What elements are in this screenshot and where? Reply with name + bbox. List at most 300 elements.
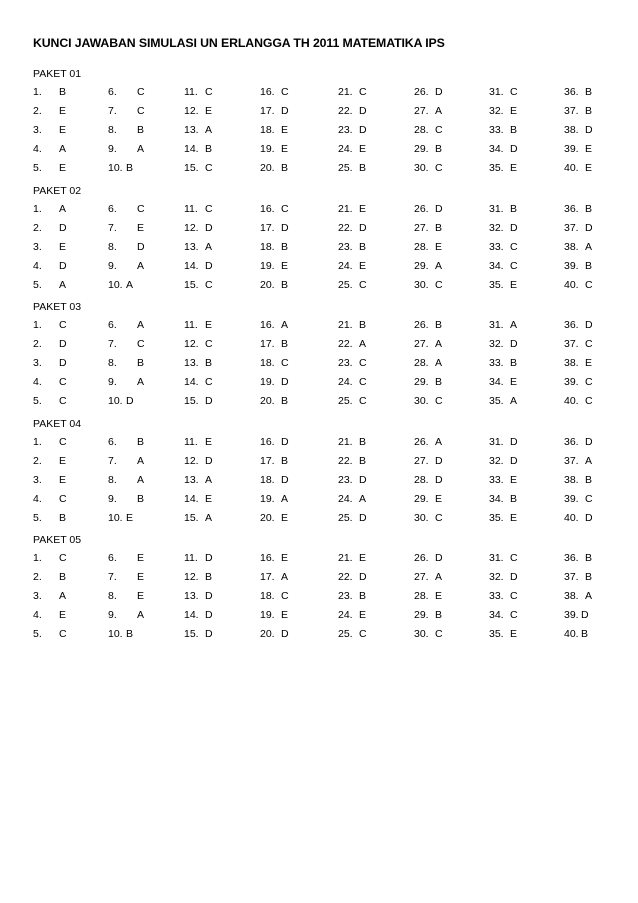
question-number: 9. bbox=[108, 260, 117, 272]
answer-letter: D bbox=[581, 609, 589, 621]
question-number: 10. bbox=[108, 162, 123, 174]
question-number: 16. bbox=[260, 203, 275, 215]
question-number: 40. bbox=[564, 395, 579, 407]
question-number: 2. bbox=[33, 571, 42, 583]
question-number: 36. bbox=[564, 203, 579, 215]
question-number: 7. bbox=[108, 338, 117, 350]
answer-letter: E bbox=[510, 512, 518, 524]
answer-letter: C bbox=[359, 395, 367, 407]
answer-row bbox=[33, 121, 613, 140]
answer-letter: B bbox=[510, 357, 518, 369]
answer-letter: E bbox=[126, 512, 134, 524]
answer-letter: E bbox=[205, 319, 213, 331]
answer-letter: E bbox=[137, 571, 145, 583]
question-number: 20. bbox=[260, 279, 275, 291]
answer-letter: B bbox=[137, 436, 145, 448]
answer-letter: C bbox=[435, 279, 443, 291]
answer-letter: B bbox=[281, 241, 289, 253]
answer-letter: B bbox=[510, 124, 518, 136]
question-number: 10. bbox=[108, 512, 123, 524]
question-number: 36. bbox=[564, 319, 579, 331]
answer-letter: A bbox=[137, 319, 145, 331]
answer-letter: E bbox=[281, 260, 289, 272]
answer-letter: C bbox=[585, 338, 593, 350]
answer-letter: D bbox=[585, 512, 593, 524]
answer-letter: B bbox=[359, 436, 367, 448]
answer-letter: A bbox=[510, 319, 518, 331]
answer-letter: E bbox=[510, 628, 518, 640]
answer-letter: C bbox=[137, 105, 145, 117]
question-number: 9. bbox=[108, 376, 117, 388]
question-number: 37. bbox=[564, 455, 579, 467]
question-number: 16. bbox=[260, 436, 275, 448]
question-number: 1. bbox=[33, 436, 42, 448]
answer-letter: B bbox=[435, 319, 443, 331]
question-number: 40. bbox=[564, 162, 579, 174]
answer-letter: C bbox=[359, 279, 367, 291]
question-number: 31. bbox=[489, 436, 504, 448]
question-number: 30. bbox=[414, 628, 429, 640]
question-number: 30. bbox=[414, 512, 429, 524]
question-number: 5. bbox=[33, 279, 42, 291]
answer-letter: E bbox=[137, 552, 145, 564]
question-number: 27. bbox=[414, 455, 429, 467]
question-number: 20. bbox=[260, 162, 275, 174]
answer-letter: E bbox=[510, 376, 518, 388]
answer-row bbox=[33, 471, 613, 490]
paket-label: PAKET 05 bbox=[33, 534, 82, 546]
question-number: 27. bbox=[414, 222, 429, 234]
answer-letter: D bbox=[510, 436, 518, 448]
question-number: 15. bbox=[184, 162, 199, 174]
question-number: 22. bbox=[338, 105, 353, 117]
question-number: 7. bbox=[108, 571, 117, 583]
question-number: 27. bbox=[414, 571, 429, 583]
question-number: 13. bbox=[184, 241, 199, 253]
question-number: 18. bbox=[260, 124, 275, 136]
question-number: 5. bbox=[33, 395, 42, 407]
answer-letter: C bbox=[59, 376, 67, 388]
answer-letter: E bbox=[510, 279, 518, 291]
answer-letter: B bbox=[581, 628, 589, 640]
answer-letter: A bbox=[126, 279, 134, 291]
answer-letter: B bbox=[281, 338, 289, 350]
question-number: 2. bbox=[33, 222, 42, 234]
answer-letter: C bbox=[137, 338, 145, 350]
question-number: 23. bbox=[338, 474, 353, 486]
question-number: 17. bbox=[260, 222, 275, 234]
answer-letter: C bbox=[59, 552, 67, 564]
answer-letter: D bbox=[281, 628, 289, 640]
answer-letter: B bbox=[359, 319, 367, 331]
question-number: 33. bbox=[489, 474, 504, 486]
question-number: 5. bbox=[33, 162, 42, 174]
answer-letter: E bbox=[585, 357, 593, 369]
answer-letter: D bbox=[585, 124, 593, 136]
question-number: 1. bbox=[33, 86, 42, 98]
answer-row bbox=[33, 606, 613, 625]
question-number: 12. bbox=[184, 455, 199, 467]
answer-letter: A bbox=[59, 279, 67, 291]
answer-letter: A bbox=[137, 455, 145, 467]
question-number: 6. bbox=[108, 203, 117, 215]
question-number: 11. bbox=[184, 552, 198, 564]
answer-letter: C bbox=[59, 319, 67, 331]
answer-row bbox=[33, 219, 613, 238]
answer-letter: B bbox=[585, 203, 593, 215]
answer-letter: A bbox=[359, 338, 367, 350]
question-number: 36. bbox=[564, 86, 579, 98]
answer-letter: C bbox=[510, 260, 518, 272]
answer-row bbox=[33, 625, 613, 644]
question-number: 20. bbox=[260, 628, 275, 640]
answer-letter: C bbox=[510, 241, 518, 253]
answer-letter: D bbox=[510, 338, 518, 350]
question-number: 35. bbox=[489, 512, 504, 524]
paket-block bbox=[33, 66, 613, 178]
question-number: 31. bbox=[489, 86, 504, 98]
answer-letter: B bbox=[585, 105, 593, 117]
question-number: 14. bbox=[184, 493, 199, 505]
answer-letter: A bbox=[359, 493, 367, 505]
answer-letter: B bbox=[510, 203, 518, 215]
question-number: 13. bbox=[184, 357, 199, 369]
question-number: 24. bbox=[338, 260, 353, 272]
question-number: 4. bbox=[33, 143, 42, 155]
answer-letter: E bbox=[59, 609, 67, 621]
answer-letter: E bbox=[137, 590, 145, 602]
answer-row bbox=[33, 238, 613, 257]
answer-letter: D bbox=[359, 124, 367, 136]
question-number: 8. bbox=[108, 357, 117, 369]
answer-letter: D bbox=[59, 357, 67, 369]
question-number: 1. bbox=[33, 203, 42, 215]
question-number: 37. bbox=[564, 222, 579, 234]
question-number: 32. bbox=[489, 222, 504, 234]
question-number: 25. bbox=[338, 512, 353, 524]
answer-letter: E bbox=[205, 493, 213, 505]
question-number: 14. bbox=[184, 609, 199, 621]
question-number: 19. bbox=[260, 376, 275, 388]
answer-row bbox=[33, 200, 613, 219]
answer-row bbox=[33, 509, 613, 528]
answer-letter: C bbox=[205, 338, 213, 350]
answer-letter: C bbox=[435, 124, 443, 136]
question-number: 15. bbox=[184, 628, 199, 640]
answer-letter: E bbox=[359, 552, 367, 564]
paket-block bbox=[33, 532, 613, 644]
answer-letter: D bbox=[585, 319, 593, 331]
answer-letter: D bbox=[359, 571, 367, 583]
answer-letter: B bbox=[359, 162, 367, 174]
question-number: 17. bbox=[260, 455, 275, 467]
question-number: 24. bbox=[338, 376, 353, 388]
question-number: 32. bbox=[489, 338, 504, 350]
question-number: 21. bbox=[338, 552, 353, 564]
answer-letter: E bbox=[510, 105, 518, 117]
answer-letter: B bbox=[359, 590, 367, 602]
question-number: 22. bbox=[338, 571, 353, 583]
answer-letter: D bbox=[281, 436, 289, 448]
question-number: 37. bbox=[564, 338, 579, 350]
answer-letter: D bbox=[585, 222, 593, 234]
question-number: 34. bbox=[489, 376, 504, 388]
question-number: 19. bbox=[260, 143, 275, 155]
question-number: 24. bbox=[338, 143, 353, 155]
answer-letter: D bbox=[359, 512, 367, 524]
question-number: 18. bbox=[260, 590, 275, 602]
question-number: 1. bbox=[33, 552, 42, 564]
answer-letter: E bbox=[359, 609, 367, 621]
paket-label: PAKET 03 bbox=[33, 301, 82, 313]
question-number: 2. bbox=[33, 105, 42, 117]
question-number: 26. bbox=[414, 319, 429, 331]
question-number: 13. bbox=[184, 124, 199, 136]
question-number: 10. bbox=[108, 279, 123, 291]
question-number: 14. bbox=[184, 376, 199, 388]
answer-letter: C bbox=[435, 512, 443, 524]
question-number: 32. bbox=[489, 455, 504, 467]
question-number: 26. bbox=[414, 203, 429, 215]
answer-letter: E bbox=[585, 162, 593, 174]
answer-letter: D bbox=[59, 222, 67, 234]
question-number: 8. bbox=[108, 474, 117, 486]
question-number: 40. bbox=[564, 628, 579, 640]
answer-letter: B bbox=[59, 86, 67, 98]
answer-letter: E bbox=[435, 241, 443, 253]
answer-letter: E bbox=[359, 260, 367, 272]
question-number: 35. bbox=[489, 279, 504, 291]
question-number: 21. bbox=[338, 203, 353, 215]
answer-letter: C bbox=[59, 395, 67, 407]
question-number: 39. bbox=[564, 493, 579, 505]
answer-letter: E bbox=[59, 455, 67, 467]
question-number: 3. bbox=[33, 124, 42, 136]
answer-letter: D bbox=[435, 86, 443, 98]
question-number: 28. bbox=[414, 590, 429, 602]
answer-letter: A bbox=[585, 455, 593, 467]
answer-letter: D bbox=[435, 552, 443, 564]
question-number: 17. bbox=[260, 338, 275, 350]
answer-letter: D bbox=[359, 474, 367, 486]
question-number: 27. bbox=[414, 338, 429, 350]
question-number: 29. bbox=[414, 609, 429, 621]
answer-letter: D bbox=[205, 260, 213, 272]
answer-letter: B bbox=[137, 124, 145, 136]
answer-letter: D bbox=[435, 455, 443, 467]
question-number: 14. bbox=[184, 260, 199, 272]
question-number: 3. bbox=[33, 474, 42, 486]
question-number: 16. bbox=[260, 552, 275, 564]
question-number: 28. bbox=[414, 474, 429, 486]
question-number: 19. bbox=[260, 260, 275, 272]
answer-letter: A bbox=[585, 590, 593, 602]
question-number: 23. bbox=[338, 124, 353, 136]
question-number: 11. bbox=[184, 203, 198, 215]
question-number: 6. bbox=[108, 86, 117, 98]
question-number: 38. bbox=[564, 357, 579, 369]
answer-letter: A bbox=[435, 357, 443, 369]
question-number: 31. bbox=[489, 552, 504, 564]
answer-letter: D bbox=[281, 376, 289, 388]
answer-letter: A bbox=[281, 571, 289, 583]
question-number: 21. bbox=[338, 436, 353, 448]
question-number: 23. bbox=[338, 590, 353, 602]
question-number: 25. bbox=[338, 162, 353, 174]
question-number: 6. bbox=[108, 552, 117, 564]
answer-letter: E bbox=[59, 124, 67, 136]
question-number: 21. bbox=[338, 319, 353, 331]
answer-letter: E bbox=[205, 105, 213, 117]
answer-letter: B bbox=[137, 357, 145, 369]
question-number: 37. bbox=[564, 571, 579, 583]
answer-letter: E bbox=[359, 203, 367, 215]
question-number: 29. bbox=[414, 376, 429, 388]
question-number: 15. bbox=[184, 279, 199, 291]
question-number: 11. bbox=[184, 319, 198, 331]
answer-letter: C bbox=[585, 376, 593, 388]
answer-letter: B bbox=[435, 609, 443, 621]
question-number: 7. bbox=[108, 105, 117, 117]
answer-letter: B bbox=[59, 512, 67, 524]
answer-letter: B bbox=[205, 571, 213, 583]
answer-letter: B bbox=[435, 376, 443, 388]
answer-letter: E bbox=[59, 162, 67, 174]
question-number: 34. bbox=[489, 143, 504, 155]
question-number: 33. bbox=[489, 590, 504, 602]
answer-letter: A bbox=[281, 319, 289, 331]
answer-letter: A bbox=[435, 105, 443, 117]
question-number: 14. bbox=[184, 143, 199, 155]
paket-block bbox=[33, 183, 613, 295]
question-number: 11. bbox=[184, 86, 198, 98]
answer-row bbox=[33, 140, 613, 159]
answer-letter: B bbox=[59, 571, 67, 583]
answer-letter: C bbox=[205, 86, 213, 98]
answer-letter: E bbox=[510, 162, 518, 174]
question-number: 23. bbox=[338, 357, 353, 369]
answer-letter: B bbox=[359, 241, 367, 253]
answer-letter: C bbox=[435, 162, 443, 174]
answer-letter: B bbox=[435, 143, 443, 155]
question-number: 22. bbox=[338, 222, 353, 234]
question-number: 30. bbox=[414, 395, 429, 407]
answer-letter: A bbox=[137, 376, 145, 388]
answer-letter: A bbox=[137, 474, 145, 486]
answer-letter: C bbox=[435, 628, 443, 640]
answer-letter: A bbox=[205, 512, 213, 524]
question-number: 31. bbox=[489, 203, 504, 215]
question-number: 33. bbox=[489, 357, 504, 369]
answer-row bbox=[33, 102, 613, 121]
answer-letter: C bbox=[59, 628, 67, 640]
question-number: 38. bbox=[564, 474, 579, 486]
question-number: 11. bbox=[184, 436, 198, 448]
question-number: 34. bbox=[489, 609, 504, 621]
answer-letter: E bbox=[59, 105, 67, 117]
answer-letter: D bbox=[585, 436, 593, 448]
question-number: 19. bbox=[260, 609, 275, 621]
question-number: 22. bbox=[338, 338, 353, 350]
question-number: 32. bbox=[489, 571, 504, 583]
answer-row bbox=[33, 549, 613, 568]
answer-letter: C bbox=[205, 376, 213, 388]
answer-letter: A bbox=[510, 395, 518, 407]
question-number: 24. bbox=[338, 609, 353, 621]
answer-letter: A bbox=[585, 241, 593, 253]
answer-letter: D bbox=[205, 590, 213, 602]
answer-letter: E bbox=[281, 609, 289, 621]
answer-letter: C bbox=[359, 86, 367, 98]
question-number: 38. bbox=[564, 124, 579, 136]
question-number: 8. bbox=[108, 241, 117, 253]
answer-letter: A bbox=[59, 143, 67, 155]
question-number: 31. bbox=[489, 319, 504, 331]
answer-letter: A bbox=[205, 124, 213, 136]
question-number: 28. bbox=[414, 124, 429, 136]
question-number: 29. bbox=[414, 260, 429, 272]
answer-letter: C bbox=[281, 590, 289, 602]
answer-row bbox=[33, 490, 613, 509]
paket-block bbox=[33, 299, 613, 411]
answer-row bbox=[33, 587, 613, 606]
answer-letter: B bbox=[585, 474, 593, 486]
answer-letter: C bbox=[359, 357, 367, 369]
question-number: 20. bbox=[260, 395, 275, 407]
question-number: 3. bbox=[33, 590, 42, 602]
question-number: 35. bbox=[489, 395, 504, 407]
answer-letter: B bbox=[585, 552, 593, 564]
answer-letter: B bbox=[585, 260, 593, 272]
question-number: 39. bbox=[564, 609, 579, 621]
answer-letter: B bbox=[510, 493, 518, 505]
question-number: 6. bbox=[108, 436, 117, 448]
answer-letter: E bbox=[281, 124, 289, 136]
question-number: 28. bbox=[414, 241, 429, 253]
answer-letter: C bbox=[281, 86, 289, 98]
question-number: 23. bbox=[338, 241, 353, 253]
answer-row bbox=[33, 335, 613, 354]
question-number: 12. bbox=[184, 571, 199, 583]
question-number: 19. bbox=[260, 493, 275, 505]
answer-letter: A bbox=[205, 241, 213, 253]
answer-row bbox=[33, 257, 613, 276]
answer-letter: C bbox=[205, 162, 213, 174]
answer-letter: E bbox=[359, 143, 367, 155]
question-number: 20. bbox=[260, 512, 275, 524]
question-number: 30. bbox=[414, 279, 429, 291]
answer-row bbox=[33, 568, 613, 587]
question-number: 38. bbox=[564, 241, 579, 253]
answer-letter: A bbox=[435, 338, 443, 350]
question-number: 32. bbox=[489, 105, 504, 117]
answer-letter: C bbox=[281, 357, 289, 369]
answer-letter: B bbox=[359, 455, 367, 467]
answer-letter: C bbox=[435, 395, 443, 407]
answer-row bbox=[33, 452, 613, 471]
question-number: 3. bbox=[33, 241, 42, 253]
question-number: 33. bbox=[489, 241, 504, 253]
paket-label: PAKET 01 bbox=[33, 68, 82, 80]
answer-letter: A bbox=[137, 260, 145, 272]
answer-letter: C bbox=[137, 86, 145, 98]
answer-letter: D bbox=[510, 455, 518, 467]
answer-letter: E bbox=[137, 222, 145, 234]
answer-letter: C bbox=[59, 436, 67, 448]
question-number: 17. bbox=[260, 571, 275, 583]
answer-letter: B bbox=[205, 143, 213, 155]
question-number: 16. bbox=[260, 319, 275, 331]
